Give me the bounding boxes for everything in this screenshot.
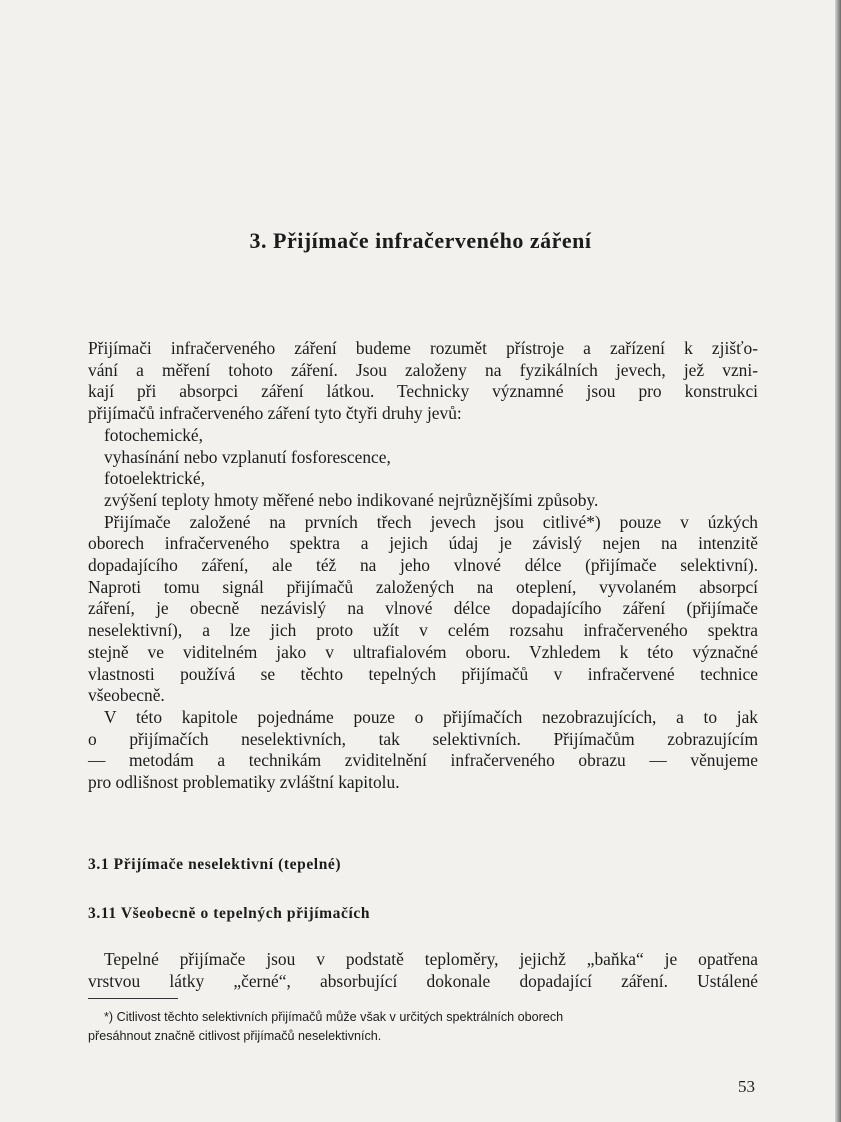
intro-line: kají při absorpci záření látkou. Technicky významné jsou pro konstrukci — [88, 381, 758, 402]
chapter-title: 3. Přijímače infračerveného záření — [249, 228, 592, 253]
footnote — [88, 1008, 758, 1046]
paragraph2-line: dopadajícího záření, ale též na jeho vlnové délce (přijímače selektivní). — [88, 555, 758, 576]
body-text — [88, 338, 758, 794]
paragraph2-line: všeobecně. — [88, 685, 165, 706]
intro-line: přijímačů infračerveného záření tyto čtyři druhy jevů: — [88, 403, 462, 424]
phenomenon-item: fotochemické, — [104, 424, 203, 445]
intro-line: Přijímači infračerveného záření budeme rozumět přístroje a zařízení k zjišťo- — [88, 338, 758, 358]
section-text-line: Tepelné přijímače jsou v podstatě teploměry, jejichž „baňka“ je opatřena — [104, 949, 758, 969]
paragraph2-line: Přijímače založené na prvních třech jevech jsou citlivé*) pouze v úzkých — [104, 511, 758, 532]
paragraph2-line: stejně ve viditelném jako v ultrafialovém oboru. Vzhledem k této význačné — [88, 641, 758, 662]
paragraph3-line: o přijímačích neselektivních, tak selektivních. Přijímačům zobrazujícím — [88, 728, 758, 749]
paragraph2-line: vlastnosti používá se těchto tepelných přijímačů v infračervené technice — [88, 663, 758, 684]
section-text-line: vrstvou látky „černé“, absorbující dokonale dopadající záření. Ustálené — [88, 970, 758, 991]
page-edge — [835, 0, 841, 1122]
phenomenon-item: zvýšení teploty hmoty měřené nebo indikované nejrůznějšími způsoby. — [104, 489, 599, 510]
footnote-rule — [88, 998, 178, 999]
phenomenon-item: fotoelektrické, — [104, 468, 205, 489]
intro-line: vání a měření tohoto záření. Jsou založeny na fyzikálních jevech, jež vzni- — [88, 359, 758, 380]
footnote-line: přesáhnout značně citlivost přijímačů neselektivních. — [88, 1029, 382, 1043]
phenomenon-item: vyhasínání nebo vzplanutí fosforescence, — [104, 446, 391, 467]
paragraph3-line: V této kapitole pojednáme pouze o přijímačích nezobrazujících, a to jak — [104, 706, 758, 727]
paragraph2-line: Naproti tomu signál přijímačů založených na oteplení, vyvolaném absorpcí — [88, 576, 758, 597]
paragraph2-line: oborech infračerveného spektra a jejich údaj je závislý nejen na intenzitě — [88, 533, 758, 554]
paragraph3-line: pro odlišnost problematiky zvláštní kapitolu. — [88, 772, 400, 793]
section-text — [88, 949, 758, 992]
paragraph2-line: neselektivní), a lze jich proto užít v celém rozsahu infračerveného spektra — [88, 620, 758, 641]
footnote-line: *) Citlivost těchto selektivních přijímačů může však v určitých spektrálních oborech — [104, 1010, 564, 1024]
paragraph3-line: — metodám a technikám zviditelnění infračerveného obrazu — věnujeme — [88, 750, 758, 771]
page-number: 53 — [738, 1077, 755, 1096]
subsection-heading: 3.11 Všeobecně o tepelných přijímačích — [88, 905, 371, 922]
section-heading: 3.1 Přijímače neselektivní (tepelné) — [88, 856, 342, 873]
paragraph2-line: záření, je obecně nezávislý na vlnové délce dopadajícího záření (přijímače — [88, 598, 758, 619]
